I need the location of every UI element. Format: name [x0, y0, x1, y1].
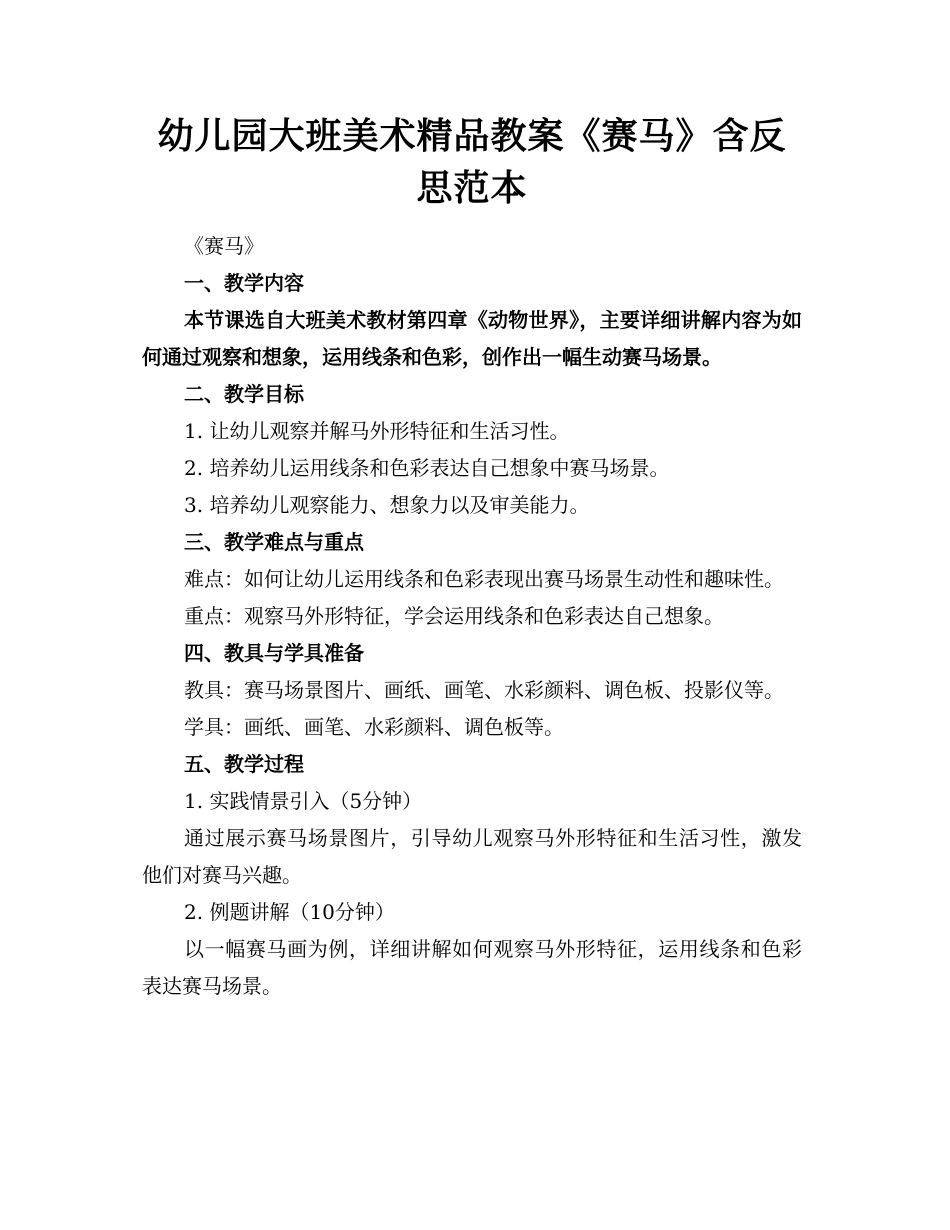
- document-page: [142, 110, 802, 1005]
- section-heading-content: 一、教学内容: [184, 271, 304, 295]
- section-heading-difficulty: 三、教学难点与重点: [184, 530, 364, 554]
- difficulty-paragraph: 难点：如何让幼儿运用线条和色彩表现出赛马场景生动性和趣味性。: [184, 567, 784, 591]
- learning-tools-paragraph: 学具：画纸、画笔、水彩颜料、调色板等。: [184, 715, 564, 739]
- process-step-1: 1. 实践情景引入（5分钟）: [184, 789, 423, 813]
- subtitle-paragraph: 《赛马》: [184, 234, 264, 258]
- section-heading-process: 五、教学过程: [184, 752, 304, 776]
- process-step-2: 2. 例题讲解（10分钟）: [184, 900, 395, 924]
- content-paragraph: 本节课选自大班美术教材第四章《动物世界》，主要详细讲解内容为如何通过观察和想象，运用线条和色彩，创作出一幅生动赛马场景。: [142, 308, 802, 369]
- teaching-tools-paragraph: 教具：赛马场景图片、画纸、画笔、水彩颜料、调色板、投影仪等。: [184, 678, 784, 702]
- process-step-1-body: 通过展示赛马场景图片，引导幼儿观察马外形特征和生活习性，激发他们对赛马兴趣。: [142, 826, 802, 887]
- goal-item-1: 1. 让幼儿观察并解马外形特征和生活习性。: [184, 419, 570, 443]
- process-step-2-body: 以一幅赛马画为例，详细讲解如何观察马外形特征，运用线条和色彩表达赛马场景。: [142, 937, 802, 998]
- section-heading-goals: 二、教学目标: [184, 382, 304, 406]
- document-title: 幼儿园大班美术精品教案《赛马》含反思范本: [157, 115, 787, 209]
- goal-item-3: 3. 培养幼儿观察能力、想象力以及审美能力。: [184, 493, 590, 517]
- focus-paragraph: 重点：观察马外形特征，学会运用线条和色彩表达自己想象。: [184, 604, 724, 628]
- goal-item-2: 2. 培养幼儿运用线条和色彩表达自己想象中赛马场景。: [184, 456, 670, 480]
- section-heading-materials: 四、教具与学具准备: [184, 641, 364, 665]
